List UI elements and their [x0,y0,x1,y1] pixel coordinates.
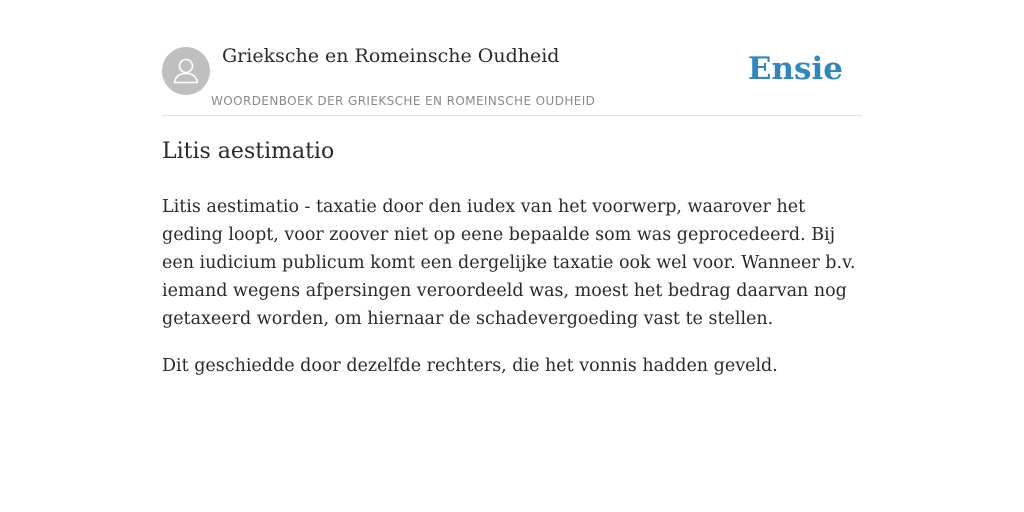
brand-logo[interactable]: Ensie [747,51,843,87]
source-header [162,0,862,116]
source-title[interactable]: Grieksche en Romeinsche Oudheid [222,45,560,67]
article-title: Litis aestimatio [162,139,335,164]
article-paragraph: Dit geschiedde door dezelfde rechters, die het vonnis hadden geveld. [162,356,778,376]
avatar[interactable] [162,47,210,95]
article-paragraph: Litis aestimatio - taxatie door den iudex van het voorwerp, waarover het geding loopt, voor zoover niet op eene bepaalde som was geprocedeerd. Bij een iudicium publicum komt een dergelijke taxatie ook wel voor. Wanneer b.v. iemand wegens afpersingen veroordeeld was, moest het bedrag daarvan nog getaxeerd worden, om hiernaar de schadevergoeding vast te stellen. [162,197,856,329]
source-subtitle: WOORDENBOEK DER GRIEKSCHE EN ROMEINSCHE OUDHEID [211,94,596,108]
article-body [162,193,862,399]
user-silhouette-icon [162,47,210,95]
